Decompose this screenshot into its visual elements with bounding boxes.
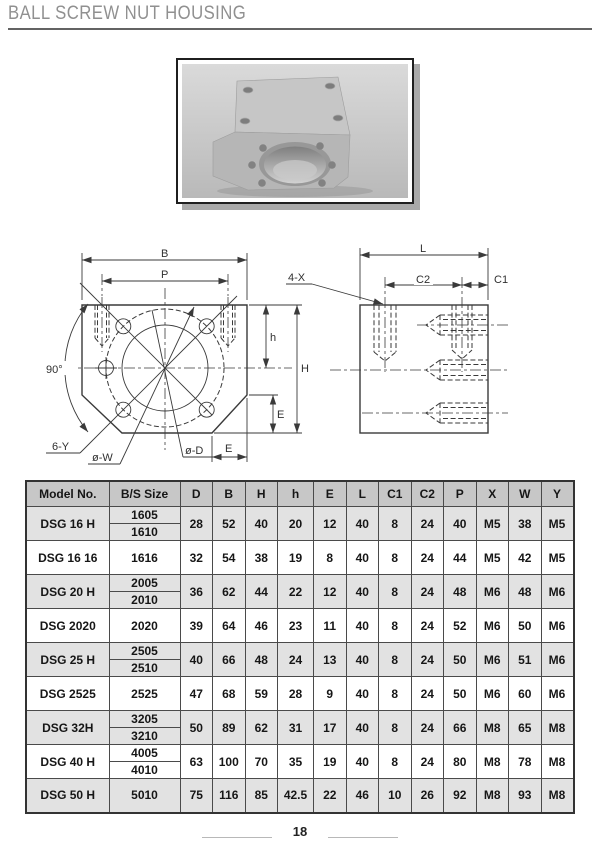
cell-value: 28 bbox=[180, 507, 213, 541]
cell-bs-size bbox=[109, 507, 180, 541]
cell-value: M6 bbox=[476, 609, 509, 643]
column-header: W bbox=[509, 481, 542, 507]
cell-value: 65 bbox=[509, 711, 542, 745]
cell-value: 42.5 bbox=[278, 779, 314, 813]
bs-size-value: 2510 bbox=[131, 661, 158, 675]
cell-value: 24 bbox=[411, 575, 444, 609]
cell-value: 40 bbox=[346, 745, 379, 779]
column-header: Y bbox=[541, 481, 574, 507]
cell-value: M8 bbox=[541, 711, 574, 745]
cell-model: DSG 20 H bbox=[26, 575, 109, 609]
dim-label-E-side: E bbox=[277, 409, 285, 421]
cell-value: 68 bbox=[213, 677, 246, 711]
cell-value: 64 bbox=[213, 609, 246, 643]
cell-value: 46 bbox=[245, 609, 278, 643]
product-photo bbox=[182, 64, 408, 198]
cell-value: M6 bbox=[476, 575, 509, 609]
dimension-table bbox=[25, 480, 575, 814]
table-row bbox=[26, 677, 574, 711]
table-row bbox=[26, 609, 574, 643]
cell-bs-size: 5010 bbox=[109, 779, 180, 813]
product-photo-frame bbox=[176, 58, 414, 204]
label-oD: ø-D bbox=[185, 445, 204, 457]
label-6Y: 6-Y bbox=[52, 441, 70, 453]
cell-value: 50 bbox=[180, 711, 213, 745]
table-row bbox=[26, 711, 574, 745]
dim-label-C1: C1 bbox=[494, 274, 509, 286]
cell-bs-size bbox=[109, 711, 180, 745]
table-row bbox=[26, 575, 574, 609]
vertical-holes bbox=[374, 305, 472, 361]
table-row bbox=[26, 643, 574, 677]
cell-value: M6 bbox=[541, 677, 574, 711]
cell-bs-size: 2020 bbox=[109, 609, 180, 643]
cell-value: 22 bbox=[314, 779, 347, 813]
title-rule bbox=[8, 28, 592, 30]
cell-value: 40 bbox=[346, 575, 379, 609]
cell-value: 20 bbox=[278, 507, 314, 541]
dim-label-B: B bbox=[161, 248, 169, 260]
angle-label: 90° bbox=[46, 364, 63, 376]
dim-label-h: h bbox=[270, 332, 277, 344]
cell-value: 32 bbox=[180, 541, 213, 575]
column-header: C2 bbox=[411, 481, 444, 507]
cell-value: 8 bbox=[379, 677, 412, 711]
cell-value: 40 bbox=[346, 677, 379, 711]
cell-value: 19 bbox=[278, 541, 314, 575]
bore-bottom-highlight bbox=[273, 160, 317, 180]
cell-value: 24 bbox=[411, 643, 444, 677]
cell-value: 85 bbox=[245, 779, 278, 813]
cell-value: 24 bbox=[411, 609, 444, 643]
dim-label-C2: C2 bbox=[416, 274, 431, 286]
cell-value: 8 bbox=[379, 643, 412, 677]
cell-value: 24 bbox=[411, 541, 444, 575]
table-row bbox=[26, 507, 574, 541]
cell-value: 8 bbox=[379, 745, 412, 779]
cell-value: 51 bbox=[509, 643, 542, 677]
column-header: B bbox=[213, 481, 246, 507]
cell-value: 48 bbox=[444, 575, 477, 609]
cell-value: 40 bbox=[245, 507, 278, 541]
bs-size-value: 2505 bbox=[110, 643, 180, 660]
cell-value: 23 bbox=[278, 609, 314, 643]
front-view bbox=[44, 248, 309, 464]
cell-value: 44 bbox=[444, 541, 477, 575]
column-header: X bbox=[476, 481, 509, 507]
cell-value: 24 bbox=[411, 711, 444, 745]
cell-value: 13 bbox=[314, 643, 347, 677]
cell-value: 44 bbox=[245, 575, 278, 609]
table-row bbox=[26, 745, 574, 779]
cell-bs-size bbox=[109, 745, 180, 779]
horizontal-holes bbox=[330, 315, 510, 423]
cell-value: 100 bbox=[213, 745, 246, 779]
cell-model: DSG 2525 bbox=[26, 677, 109, 711]
column-header: P bbox=[444, 481, 477, 507]
cell-value: 52 bbox=[444, 609, 477, 643]
cell-value: 8 bbox=[379, 609, 412, 643]
cell-value: 70 bbox=[245, 745, 278, 779]
cell-value: 38 bbox=[509, 507, 542, 541]
bs-size-value: 2005 bbox=[110, 575, 180, 592]
dim-label-H: H bbox=[301, 363, 309, 375]
cell-bs-size bbox=[109, 575, 180, 609]
cell-value: 60 bbox=[509, 677, 542, 711]
cell-value: 50 bbox=[509, 609, 542, 643]
cell-value: 19 bbox=[314, 745, 347, 779]
cell-value: 40 bbox=[346, 541, 379, 575]
cell-value: 9 bbox=[314, 677, 347, 711]
cell-value: 10 bbox=[379, 779, 412, 813]
column-header: B/S Size bbox=[109, 481, 180, 507]
cell-value: 54 bbox=[213, 541, 246, 575]
cell-value: 38 bbox=[245, 541, 278, 575]
cell-bs-size bbox=[109, 643, 180, 677]
bs-size-value: 1610 bbox=[131, 525, 158, 539]
cell-value: 24 bbox=[411, 745, 444, 779]
page-title: BALL SCREW NUT HOUSING bbox=[8, 3, 247, 24]
cell-value: M6 bbox=[476, 677, 509, 711]
dim-label-P: P bbox=[161, 269, 169, 281]
cell-value: M8 bbox=[476, 711, 509, 745]
column-header: h bbox=[278, 481, 314, 507]
cell-value: 63 bbox=[180, 745, 213, 779]
cell-value: M5 bbox=[476, 541, 509, 575]
cell-value: 78 bbox=[509, 745, 542, 779]
cell-value: 80 bbox=[444, 745, 477, 779]
page-number: 18 bbox=[292, 824, 308, 839]
bs-size-value: 4010 bbox=[131, 763, 158, 777]
cell-value: 47 bbox=[180, 677, 213, 711]
label-4X: 4-X bbox=[288, 272, 306, 284]
table-row bbox=[26, 541, 574, 575]
cell-value: 8 bbox=[379, 575, 412, 609]
cell-value: 40 bbox=[180, 643, 213, 677]
cell-value: 24 bbox=[411, 677, 444, 711]
cell-value: 66 bbox=[444, 711, 477, 745]
cell-value: 62 bbox=[213, 575, 246, 609]
cell-value: 40 bbox=[346, 711, 379, 745]
cell-value: 26 bbox=[411, 779, 444, 813]
cell-value: 40 bbox=[346, 609, 379, 643]
cell-value: 22 bbox=[278, 575, 314, 609]
cell-value: 12 bbox=[314, 575, 347, 609]
cell-bs-size: 2525 bbox=[109, 677, 180, 711]
technical-drawings bbox=[0, 245, 600, 480]
cell-value: 35 bbox=[278, 745, 314, 779]
cell-value: 8 bbox=[379, 711, 412, 745]
cell-value: M8 bbox=[541, 779, 574, 813]
cell-value: 17 bbox=[314, 711, 347, 745]
cell-value: 50 bbox=[444, 643, 477, 677]
cell-value: 36 bbox=[180, 575, 213, 609]
cell-value: 116 bbox=[213, 779, 246, 813]
bs-size-value: 1605 bbox=[110, 507, 180, 524]
cell-value: 11 bbox=[314, 609, 347, 643]
cell-value: 31 bbox=[278, 711, 314, 745]
cell-value: 93 bbox=[509, 779, 542, 813]
cell-model: DSG 40 H bbox=[26, 745, 109, 779]
cell-value: M6 bbox=[476, 643, 509, 677]
cell-value: 50 bbox=[444, 677, 477, 711]
dim-label-E-bottom: E bbox=[225, 443, 233, 455]
cell-value: 40 bbox=[444, 507, 477, 541]
cell-value: 12 bbox=[314, 507, 347, 541]
table-header-row bbox=[26, 481, 574, 507]
column-header: L bbox=[346, 481, 379, 507]
cell-value: 75 bbox=[180, 779, 213, 813]
cell-value: M8 bbox=[541, 745, 574, 779]
cell-value: M6 bbox=[541, 643, 574, 677]
cell-value: M6 bbox=[541, 575, 574, 609]
cell-value: 42 bbox=[509, 541, 542, 575]
cell-value: 8 bbox=[379, 507, 412, 541]
column-header: Model No. bbox=[26, 481, 109, 507]
cell-model: DSG 16 H bbox=[26, 507, 109, 541]
cell-value: M8 bbox=[476, 745, 509, 779]
cell-model: DSG 25 H bbox=[26, 643, 109, 677]
cell-value: 48 bbox=[509, 575, 542, 609]
cell-value: 24 bbox=[278, 643, 314, 677]
cell-value: 40 bbox=[346, 507, 379, 541]
cell-value: 62 bbox=[245, 711, 278, 745]
cell-model: DSG 2020 bbox=[26, 609, 109, 643]
cell-model: DSG 50 H bbox=[26, 779, 109, 813]
cell-model: DSG 32H bbox=[26, 711, 109, 745]
cell-model: DSG 16 16 bbox=[26, 541, 109, 575]
cell-value: 39 bbox=[180, 609, 213, 643]
cell-bs-size: 1616 bbox=[109, 541, 180, 575]
column-header: H bbox=[245, 481, 278, 507]
cell-value: 8 bbox=[314, 541, 347, 575]
bs-size-value: 3205 bbox=[110, 711, 180, 728]
cell-value: 48 bbox=[245, 643, 278, 677]
cell-value: M5 bbox=[476, 507, 509, 541]
cell-value: 92 bbox=[444, 779, 477, 813]
cell-value: 52 bbox=[213, 507, 246, 541]
cell-value: 89 bbox=[213, 711, 246, 745]
dim-label-L: L bbox=[420, 243, 427, 255]
column-header: C1 bbox=[379, 481, 412, 507]
cell-value: M5 bbox=[541, 507, 574, 541]
table-row bbox=[26, 779, 574, 813]
bs-size-value: 2010 bbox=[131, 593, 158, 607]
bs-size-value: 4005 bbox=[110, 745, 180, 762]
cell-value: M6 bbox=[541, 609, 574, 643]
cell-value: 59 bbox=[245, 677, 278, 711]
cell-value: 8 bbox=[379, 541, 412, 575]
cell-value: 24 bbox=[411, 507, 444, 541]
cell-value: 66 bbox=[213, 643, 246, 677]
cell-value: 40 bbox=[346, 643, 379, 677]
column-header: D bbox=[180, 481, 213, 507]
cell-value: M8 bbox=[476, 779, 509, 813]
cell-value: 46 bbox=[346, 779, 379, 813]
label-oW: ø-W bbox=[92, 452, 113, 464]
side-view bbox=[286, 243, 510, 433]
cell-value: 28 bbox=[278, 677, 314, 711]
column-header: E bbox=[314, 481, 347, 507]
bs-size-value: 3210 bbox=[131, 729, 158, 743]
cell-value: M5 bbox=[541, 541, 574, 575]
